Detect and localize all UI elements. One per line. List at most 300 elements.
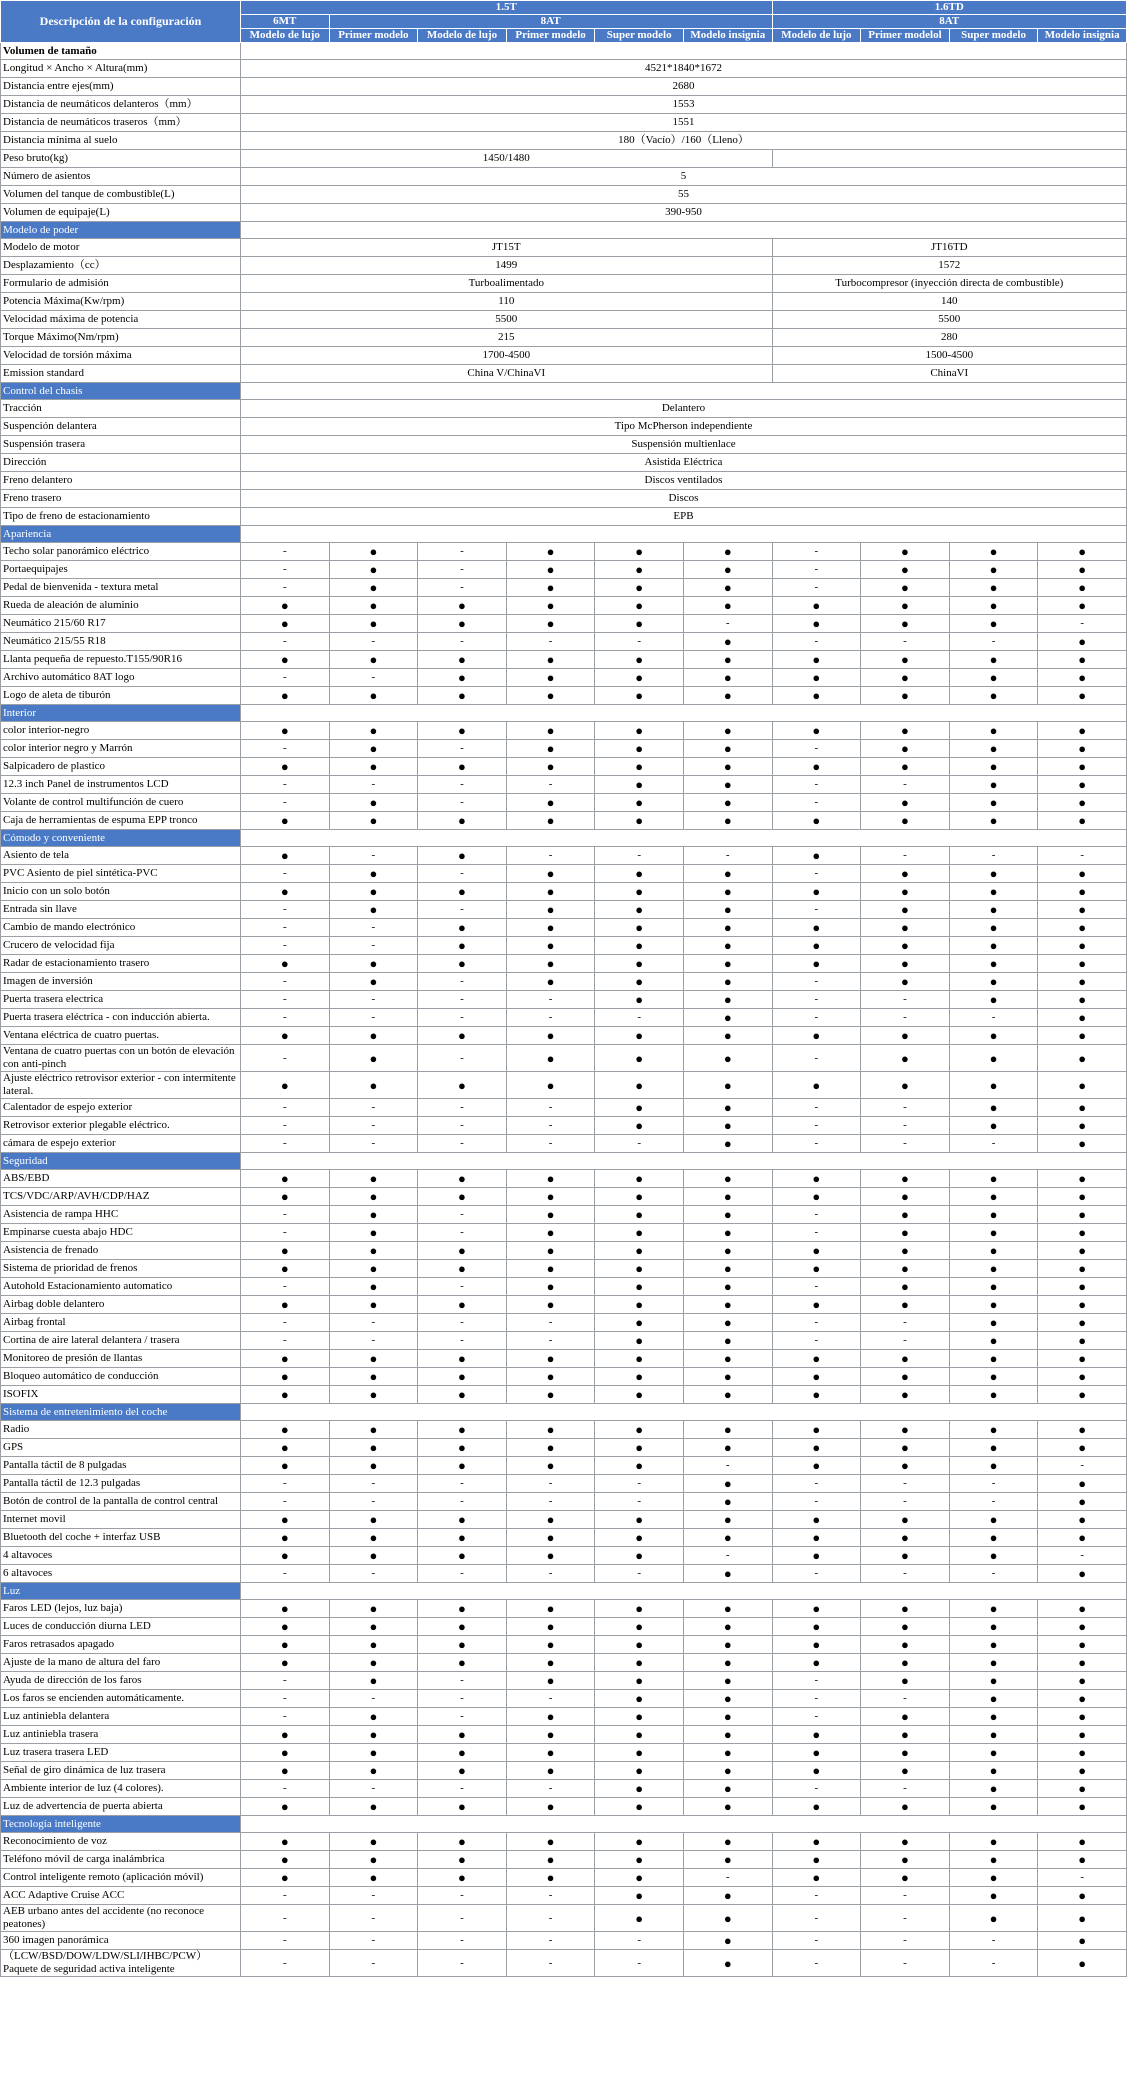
section-header <box>1 830 1127 847</box>
equipped-mark: ● <box>949 776 1038 794</box>
not-equipped-mark: - <box>418 1099 507 1117</box>
not-equipped-mark: - <box>949 1932 1038 1950</box>
row-label: Dirección <box>1 454 241 472</box>
not-equipped-mark: - <box>949 1565 1038 1583</box>
not-equipped-mark: - <box>1038 1457 1127 1475</box>
section-header <box>1 1816 1127 1833</box>
equipped-mark: ● <box>683 1565 772 1583</box>
equipped-mark: ● <box>772 1851 861 1869</box>
not-equipped-mark: - <box>506 1135 595 1153</box>
equipped-mark: ● <box>241 1618 330 1636</box>
equipped-mark: ● <box>329 1672 418 1690</box>
equipped-mark: ● <box>418 1618 507 1636</box>
row-label: 4 altavoces <box>1 1547 241 1565</box>
row-label: Portaequipajes <box>1 561 241 579</box>
not-equipped-mark: - <box>329 1932 418 1950</box>
table-row <box>1 1493 1127 1511</box>
equipped-mark: ● <box>861 973 950 991</box>
equipped-mark: ● <box>1038 597 1127 615</box>
equipped-mark: ● <box>241 883 330 901</box>
equipped-mark: ● <box>418 1188 507 1206</box>
equipped-mark: ● <box>595 1188 684 1206</box>
not-equipped-mark: - <box>949 1009 1038 1027</box>
not-equipped-mark: - <box>241 991 330 1009</box>
not-equipped-mark: - <box>683 847 772 865</box>
row-label: Suspención delantera <box>1 418 241 436</box>
row-label: Formulario de admisión <box>1 275 241 293</box>
table-row <box>1 508 1127 526</box>
row-label: cámara de espejo exterior <box>1 1135 241 1153</box>
equipped-mark: ● <box>241 1511 330 1529</box>
spec-value: 1700-4500 <box>241 347 773 365</box>
trans-8at-header: 8AT <box>772 15 1126 29</box>
equipped-mark: ● <box>1038 1511 1127 1529</box>
section-title: Volumen de tamaño <box>1 43 241 60</box>
equipped-mark: ● <box>683 1170 772 1188</box>
equipped-mark: ● <box>329 1072 418 1099</box>
not-equipped-mark: - <box>861 1690 950 1708</box>
equipped-mark: ● <box>683 561 772 579</box>
equipped-mark: ● <box>772 1636 861 1654</box>
equipped-mark: ● <box>1038 1932 1127 1950</box>
table-row <box>1 239 1127 257</box>
not-equipped-mark: - <box>949 1135 1038 1153</box>
equipped-mark: ● <box>595 1529 684 1547</box>
equipped-mark: ● <box>683 1932 772 1950</box>
table-row <box>1 901 1127 919</box>
not-equipped-mark: - <box>241 1278 330 1296</box>
spec-value: 5 <box>241 168 1127 186</box>
not-equipped-mark: - <box>329 633 418 651</box>
not-equipped-mark: - <box>772 1117 861 1135</box>
equipped-mark: ● <box>595 1600 684 1618</box>
table-row <box>1 722 1127 740</box>
equipped-mark: ● <box>861 543 950 561</box>
equipped-mark: ● <box>683 633 772 651</box>
not-equipped-mark: - <box>241 1099 330 1117</box>
table-row <box>1 114 1127 132</box>
not-equipped-mark: - <box>772 1278 861 1296</box>
not-equipped-mark: - <box>241 1493 330 1511</box>
table-row <box>1 1905 1127 1932</box>
not-equipped-mark: - <box>861 847 950 865</box>
equipped-mark: ● <box>329 1439 418 1457</box>
equipped-mark: ● <box>1038 1260 1127 1278</box>
not-equipped-mark: - <box>329 937 418 955</box>
equipped-mark: ● <box>506 740 595 758</box>
equipped-mark: ● <box>772 1744 861 1762</box>
equipped-mark: ● <box>418 758 507 776</box>
not-equipped-mark: - <box>241 1135 330 1153</box>
table-row <box>1 1045 1127 1072</box>
equipped-mark: ● <box>418 1654 507 1672</box>
row-label: Botón de control de la pantalla de control central <box>1 1493 241 1511</box>
table-row <box>1 1744 1127 1762</box>
equipped-mark: ● <box>595 561 684 579</box>
equipped-mark: ● <box>506 1762 595 1780</box>
equipped-mark: ● <box>418 1636 507 1654</box>
equipped-mark: ● <box>595 865 684 883</box>
equipped-mark: ● <box>861 937 950 955</box>
not-equipped-mark: - <box>595 1475 684 1493</box>
section-title: Seguridad <box>1 1153 241 1170</box>
equipped-mark: ● <box>683 1135 772 1153</box>
equipped-mark: ● <box>506 1511 595 1529</box>
equipped-mark: ● <box>595 1368 684 1386</box>
equipped-mark: ● <box>595 1726 684 1744</box>
equipped-mark: ● <box>595 1672 684 1690</box>
equipped-mark: ● <box>949 1600 1038 1618</box>
equipped-mark: ● <box>595 776 684 794</box>
row-label: Ventana de cuatro puertas con un botón de elevación con anti-pinch <box>1 1045 241 1072</box>
not-equipped-mark: - <box>329 1905 418 1932</box>
table-row <box>1 347 1127 365</box>
table-row <box>1 1439 1127 1457</box>
equipped-mark: ● <box>949 1278 1038 1296</box>
equipped-mark: ● <box>683 579 772 597</box>
table-row <box>1 1475 1127 1493</box>
not-equipped-mark: - <box>861 1565 950 1583</box>
equipped-mark: ● <box>595 1618 684 1636</box>
not-equipped-mark: - <box>772 1905 861 1932</box>
row-label: ACC Adaptive Cruise ACC <box>1 1887 241 1905</box>
equipped-mark: ● <box>241 687 330 705</box>
equipped-mark: ● <box>683 597 772 615</box>
equipped-mark: ● <box>949 883 1038 901</box>
equipped-mark: ● <box>1038 865 1127 883</box>
not-equipped-mark: - <box>506 1932 595 1950</box>
equipped-mark: ● <box>949 1744 1038 1762</box>
equipped-mark: ● <box>595 1314 684 1332</box>
table-row <box>1 168 1127 186</box>
not-equipped-mark: - <box>241 794 330 812</box>
row-label: Ajuste de la mano de altura del faro <box>1 1654 241 1672</box>
equipped-mark: ● <box>241 1260 330 1278</box>
table-row <box>1 365 1127 383</box>
not-equipped-mark: - <box>329 1475 418 1493</box>
not-equipped-mark: - <box>861 1117 950 1135</box>
equipped-mark: ● <box>241 955 330 973</box>
equipped-mark: ● <box>861 1386 950 1404</box>
equipped-mark: ● <box>949 1905 1038 1932</box>
row-label: Salpicadero de plastico <box>1 758 241 776</box>
row-label: Airbag frontal <box>1 1314 241 1332</box>
not-equipped-mark: - <box>772 1493 861 1511</box>
equipped-mark: ● <box>418 1744 507 1762</box>
equipped-mark: ● <box>329 597 418 615</box>
equipped-mark: ● <box>949 1672 1038 1690</box>
row-label: Caja de herramientas de espuma EPP tronco <box>1 812 241 830</box>
equipped-mark: ● <box>949 1654 1038 1672</box>
not-equipped-mark: - <box>772 1224 861 1242</box>
equipped-mark: ● <box>683 1368 772 1386</box>
equipped-mark: ● <box>772 758 861 776</box>
equipped-mark: ● <box>241 1600 330 1618</box>
equipped-mark: ● <box>506 615 595 633</box>
equipped-mark: ● <box>595 883 684 901</box>
table-row <box>1 1690 1127 1708</box>
equipped-mark: ● <box>1038 1600 1127 1618</box>
table-row <box>1 1206 1127 1224</box>
equipped-mark: ● <box>683 794 772 812</box>
equipped-mark: ● <box>506 1529 595 1547</box>
equipped-mark: ● <box>949 1833 1038 1851</box>
row-label: Sistema de prioridad de frenos <box>1 1260 241 1278</box>
section-title: Apariencia <box>1 526 241 543</box>
table-row <box>1 937 1127 955</box>
not-equipped-mark: - <box>418 579 507 597</box>
equipped-mark: ● <box>949 543 1038 561</box>
not-equipped-mark: - <box>772 561 861 579</box>
row-label: Retrovisor exterior plegable eléctrico. <box>1 1117 241 1135</box>
equipped-mark: ● <box>683 1072 772 1099</box>
not-equipped-mark: - <box>241 1565 330 1583</box>
equipped-mark: ● <box>772 1798 861 1816</box>
table-row <box>1 579 1127 597</box>
equipped-mark: ● <box>1038 1833 1127 1851</box>
equipped-mark: ● <box>772 955 861 973</box>
equipped-mark: ● <box>241 1869 330 1887</box>
not-equipped-mark: - <box>772 1932 861 1950</box>
spec-value: 4521*1840*1672 <box>241 60 1127 78</box>
equipped-mark: ● <box>1038 758 1127 776</box>
equipped-mark: ● <box>329 1242 418 1260</box>
not-equipped-mark: - <box>861 1780 950 1798</box>
equipped-mark: ● <box>1038 1188 1127 1206</box>
equipped-mark: ● <box>506 1798 595 1816</box>
equipped-mark: ● <box>1038 1887 1127 1905</box>
equipped-mark: ● <box>1038 1117 1127 1135</box>
spec-value: Discos <box>241 490 1127 508</box>
equipped-mark: ● <box>1038 1690 1127 1708</box>
equipped-mark: ● <box>949 1117 1038 1135</box>
table-row <box>1 132 1127 150</box>
table-row <box>1 490 1127 508</box>
section-title: Modelo de poder <box>1 222 241 239</box>
equipped-mark: ● <box>949 1206 1038 1224</box>
equipped-mark: ● <box>329 1027 418 1045</box>
not-equipped-mark: - <box>506 1565 595 1583</box>
equipped-mark: ● <box>683 1493 772 1511</box>
table-row <box>1 1726 1127 1744</box>
not-equipped-mark: - <box>418 776 507 794</box>
equipped-mark: ● <box>1038 1206 1127 1224</box>
equipped-mark: ● <box>506 1260 595 1278</box>
row-label: Velocidad máxima de potencia <box>1 311 241 329</box>
equipped-mark: ● <box>329 1762 418 1780</box>
equipped-mark: ● <box>861 1188 950 1206</box>
equipped-mark: ● <box>949 1099 1038 1117</box>
equipped-mark: ● <box>861 919 950 937</box>
equipped-mark: ● <box>683 1350 772 1368</box>
equipped-mark: ● <box>595 1798 684 1816</box>
row-label: Luz trasera trasera LED <box>1 1744 241 1762</box>
equipped-mark: ● <box>1038 1905 1127 1932</box>
not-equipped-mark: - <box>329 1117 418 1135</box>
equipped-mark: ● <box>949 865 1038 883</box>
equipped-mark: ● <box>861 1636 950 1654</box>
equipped-mark: ● <box>949 1260 1038 1278</box>
not-equipped-mark: - <box>241 579 330 597</box>
not-equipped-mark: - <box>772 1099 861 1117</box>
table-row <box>1 1009 1127 1027</box>
equipped-mark: ● <box>418 1457 507 1475</box>
table-row <box>1 186 1127 204</box>
not-equipped-mark: - <box>418 1117 507 1135</box>
equipped-mark: ● <box>1038 1242 1127 1260</box>
equipped-mark: ● <box>418 919 507 937</box>
equipped-mark: ● <box>506 543 595 561</box>
not-equipped-mark: - <box>418 740 507 758</box>
equipped-mark: ● <box>418 937 507 955</box>
spec-value: 5500 <box>772 311 1126 329</box>
equipped-mark: ● <box>683 1296 772 1314</box>
equipped-mark: ● <box>683 1439 772 1457</box>
spec-value: 1551 <box>241 114 1127 132</box>
not-equipped-mark: - <box>241 543 330 561</box>
not-equipped-mark: - <box>772 1690 861 1708</box>
table-row <box>1 883 1127 901</box>
not-equipped-mark: - <box>949 847 1038 865</box>
not-equipped-mark: - <box>241 865 330 883</box>
model-header: Primer modelol <box>861 29 950 43</box>
equipped-mark: ● <box>241 1851 330 1869</box>
equipped-mark: ● <box>772 883 861 901</box>
row-label: Neumático 215/55 R18 <box>1 633 241 651</box>
equipped-mark: ● <box>683 1798 772 1816</box>
row-label: Tipo de freno de estacionamiento <box>1 508 241 526</box>
table-row <box>1 1368 1127 1386</box>
spec-value: 1553 <box>241 96 1127 114</box>
not-equipped-mark: - <box>329 1135 418 1153</box>
equipped-mark: ● <box>241 597 330 615</box>
equipped-mark: ● <box>595 991 684 1009</box>
equipped-mark: ● <box>861 1368 950 1386</box>
equipped-mark: ● <box>949 1511 1038 1529</box>
equipped-mark: ● <box>861 1421 950 1439</box>
section-header <box>1 526 1127 543</box>
not-equipped-mark: - <box>506 847 595 865</box>
not-equipped-mark: - <box>506 1099 595 1117</box>
equipped-mark: ● <box>861 1027 950 1045</box>
equipped-mark: ● <box>1038 1529 1127 1547</box>
equipped-mark: ● <box>861 1547 950 1565</box>
not-equipped-mark: - <box>241 1950 330 1977</box>
equipped-mark: ● <box>506 812 595 830</box>
not-equipped-mark: - <box>861 1887 950 1905</box>
row-label: Neumático 215/60 R17 <box>1 615 241 633</box>
not-equipped-mark: - <box>418 1932 507 1950</box>
equipped-mark: ● <box>506 1224 595 1242</box>
equipped-mark: ● <box>949 1296 1038 1314</box>
equipped-mark: ● <box>772 1547 861 1565</box>
equipped-mark: ● <box>949 1170 1038 1188</box>
row-label: Asiento de tela <box>1 847 241 865</box>
equipped-mark: ● <box>949 561 1038 579</box>
equipped-mark: ● <box>949 1726 1038 1744</box>
spec-value: 1450/1480 <box>241 150 773 168</box>
not-equipped-mark: - <box>329 847 418 865</box>
equipped-mark: ● <box>772 1654 861 1672</box>
row-label: Llanta pequeña de repuesto.T155/90R16 <box>1 651 241 669</box>
equipped-mark: ● <box>329 1224 418 1242</box>
equipped-mark: ● <box>861 687 950 705</box>
spec-value: 390-950 <box>241 204 1127 222</box>
not-equipped-mark: - <box>329 991 418 1009</box>
equipped-mark: ● <box>683 687 772 705</box>
not-equipped-mark: - <box>772 991 861 1009</box>
equipped-mark: ● <box>683 758 772 776</box>
equipped-mark: ● <box>772 1869 861 1887</box>
row-label: Ayuda de dirección de los faros <box>1 1672 241 1690</box>
equipped-mark: ● <box>1038 1072 1127 1099</box>
not-equipped-mark: - <box>861 1932 950 1950</box>
equipped-mark: ● <box>1038 1618 1127 1636</box>
equipped-mark: ● <box>329 1350 418 1368</box>
row-label: AEB urbano antes del accidente (no reconoce peatones) <box>1 1905 241 1932</box>
spec-value: 5500 <box>241 311 773 329</box>
equipped-mark: ● <box>595 1296 684 1314</box>
not-equipped-mark: - <box>329 1565 418 1583</box>
not-equipped-mark: - <box>506 1117 595 1135</box>
equipped-mark: ● <box>772 847 861 865</box>
row-label: Pedal de bienvenida - textura metal <box>1 579 241 597</box>
equipped-mark: ● <box>329 812 418 830</box>
equipped-mark: ● <box>683 1726 772 1744</box>
equipped-mark: ● <box>861 1762 950 1780</box>
equipped-mark: ● <box>329 1744 418 1762</box>
not-equipped-mark: - <box>595 847 684 865</box>
equipped-mark: ● <box>241 1547 330 1565</box>
row-label: Pantalla táctil de 8 pulgadas <box>1 1457 241 1475</box>
equipped-mark: ● <box>683 543 772 561</box>
equipped-mark: ● <box>418 847 507 865</box>
equipped-mark: ● <box>949 1618 1038 1636</box>
equipped-mark: ● <box>683 1905 772 1932</box>
row-label: Longitud × Ancho × Altura(mm) <box>1 60 241 78</box>
equipped-mark: ● <box>418 651 507 669</box>
engine-16td-header: 1.6TD <box>772 1 1126 15</box>
equipped-mark: ● <box>772 1511 861 1529</box>
equipped-mark: ● <box>1038 1009 1127 1027</box>
row-label: Airbag doble delantero <box>1 1296 241 1314</box>
equipped-mark: ● <box>861 812 950 830</box>
row-label: Bloqueo automático de conducción <box>1 1368 241 1386</box>
spec-value: 140 <box>772 293 1126 311</box>
equipped-mark: ● <box>1038 1135 1127 1153</box>
equipped-mark: ● <box>772 1618 861 1636</box>
not-equipped-mark: - <box>772 1780 861 1798</box>
equipped-mark: ● <box>418 722 507 740</box>
equipped-mark: ● <box>949 1547 1038 1565</box>
row-label: Los faros se encienden automáticamente. <box>1 1690 241 1708</box>
equipped-mark: ● <box>595 1278 684 1296</box>
equipped-mark: ● <box>241 1350 330 1368</box>
equipped-mark: ● <box>418 1027 507 1045</box>
not-equipped-mark: - <box>241 740 330 758</box>
not-equipped-mark: - <box>241 1905 330 1932</box>
row-label: 12.3 inch Panel de instrumentos LCD <box>1 776 241 794</box>
not-equipped-mark: - <box>506 1475 595 1493</box>
equipped-mark: ● <box>418 1242 507 1260</box>
equipped-mark: ● <box>241 847 330 865</box>
row-label: Inicio con un solo botón <box>1 883 241 901</box>
equipped-mark: ● <box>506 651 595 669</box>
spec-value: Discos ventilados <box>241 472 1127 490</box>
not-equipped-mark: - <box>418 633 507 651</box>
row-label: Volumen de equipaje(L) <box>1 204 241 222</box>
not-equipped-mark: - <box>506 1780 595 1798</box>
